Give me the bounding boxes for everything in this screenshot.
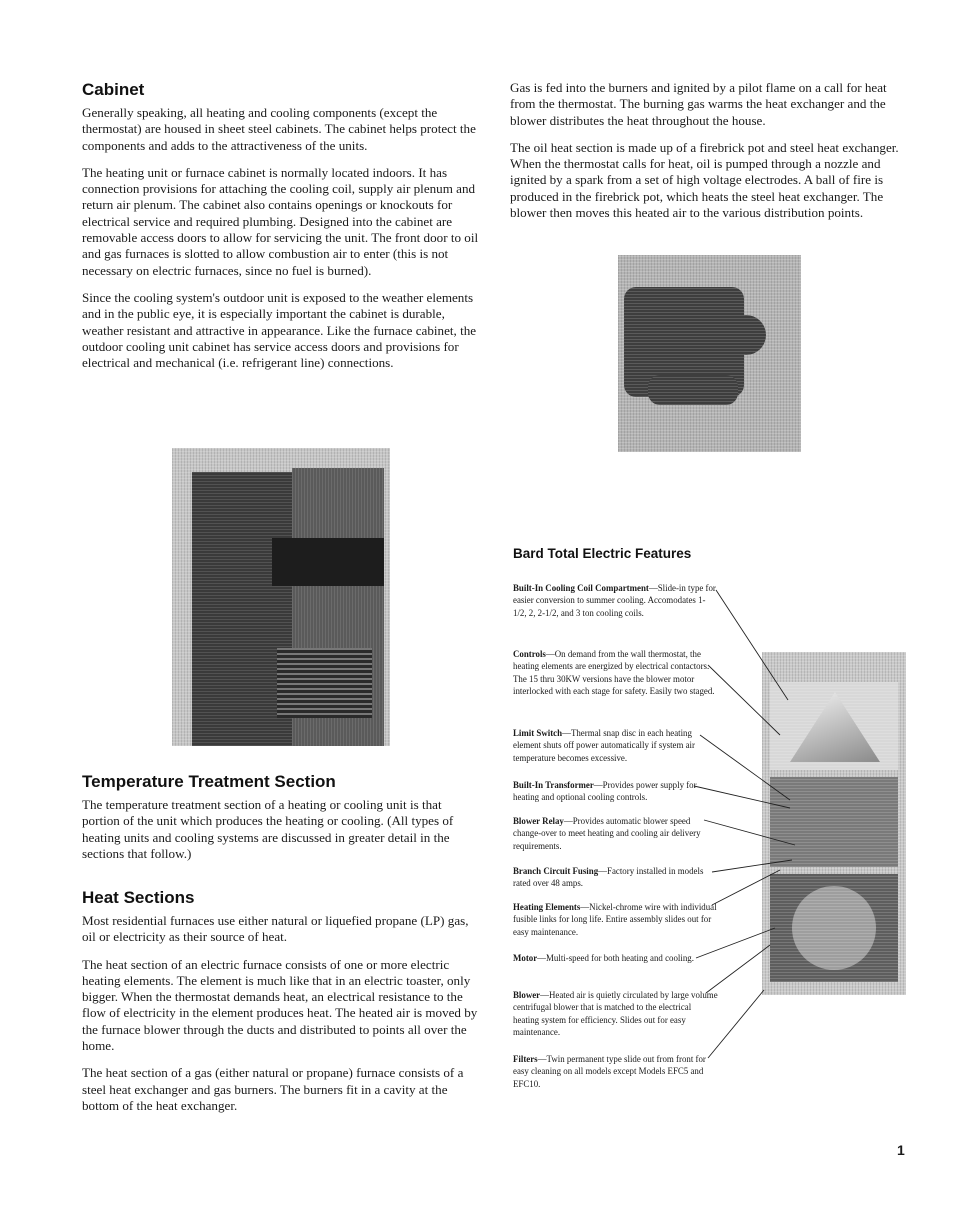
cabinet-paragraph-1: Generally speaking, all heating and cooling components (except the thermostat) are housed in sheet steel cabinets. The cabinet helps protect the components and adds to the attractiveness of the units. <box>82 105 476 153</box>
feature-heating-elements: Heating Elements—Nickel-chrome wire with individual fusible links for long life. Entire assembly slides out for easy maintenance. <box>513 902 717 937</box>
feature-transformer: Built-In Transformer—Provides power supply for heating and optional cooling controls. <box>513 780 697 803</box>
temperature-treatment-heading: Temperature Treatment Section <box>82 772 336 791</box>
page-number: 1 <box>897 1142 905 1158</box>
electric-furnace-photo <box>762 652 906 995</box>
heat-sections-paragraph-3: The heat section of a gas (either natural or propane) furnace consists of a steel heat exchanger and gas burners. The burners fit in a cavity at the bottom of the heat exchanger. <box>82 1065 464 1113</box>
temperature-treatment-paragraph: The temperature treatment section of a heating or cooling unit is that portion of the unit which produces the heating or cooling. (All types of heating units and cooling systems are discussed in greater detail in the sections that follow.) <box>82 797 454 861</box>
feature-controls: Controls—On demand from the wall thermostat, the heating elements are energized by electrical contactors. The 15 thru 30KW versions have the blower motor interlocked with each stage for safety. Easily two staged. <box>513 649 715 697</box>
heat-sections <box>82 888 482 1125</box>
feature-motor: Motor—Multi-speed for both heating and cooling. <box>513 953 694 963</box>
furnace-cabinet-photo <box>172 448 390 746</box>
features-title: Bard Total Electric Features <box>513 546 692 561</box>
gas-burner-paragraph: Gas is fed into the burners and ignited by a pilot flame on a call for heat from the thermostat. The burning gas warms the heat exchanger and the blower distributes the heat throughout the house. <box>510 80 887 128</box>
burner-photo <box>618 255 801 452</box>
feature-blower-relay: Blower Relay—Provides automatic blower speed change-over to meet heating and cooling air delivery requirements. <box>513 816 701 851</box>
oil-heat-paragraph: The oil heat section is made up of a firebrick pot and steel heat exchanger. When the thermostat calls for heat, oil is pumped through a nozzle and ignited by a spark from a set of high voltage electrodes. A ball of fire is produced in the firebrick pot, which heats the steel heat exchanger. The blower then moves this heated air to the various distribution points. <box>510 139 899 221</box>
cabinet-paragraph-3: Since the cooling system's outdoor unit is exposed to the weather elements and in the public eye, it is especially important the cabinet is durable, weather resistant and attractive in appearance. Like the furnace cabinet, the outdoor cooling unit cabinet has service access doors and provisions for electrical and mechanical (i.e. refrigerant line) connections. <box>82 289 477 371</box>
cabinet-paragraph-2: The heating unit or furnace cabinet is normally located indoors. It has connection provisions for attaching the cooling coil, supply air plenum and return air plenum. The cabinet also contains openings or knockouts for electrical service and required plumbing. Designed into the cabinet are removable access doors to allow for servicing the unit. The front door to oil and gas furnaces is slotted to allow combustion air to enter (this is not necessary on electric furnaces, since no fuel is burned). <box>82 164 479 278</box>
feature-cooling-coil: Built-In Cooling Coil Compartment—Slide-in type for easier conversion to summer cooling. Accomodates 1-1/2, 2, 2-1/2, and 3 ton cooling coils. <box>513 583 716 618</box>
heat-sections-paragraph-2: The heat section of an electric furnace consists of one or more electric heating elements. The element is much like that in an electric toaster, only bigger. When the thermostat demands heat, an electrical resistance to the flow of electricity in the element produces heat. The heated air is moved by the furnace blower through the ducts and distributed to points all over the home. <box>82 956 478 1054</box>
feature-blower: Blower—Heated air is quietly circulated by large volume centrifugal blower that is matched to the electrical heating system for efficiency. Slides out for easy maintenance. <box>513 990 718 1038</box>
feature-filters: Filters—Twin permanent type slide out from front for easy cleaning on all models except Models EFC5 and EFC10. <box>513 1054 706 1089</box>
temperature-section <box>82 772 482 873</box>
cabinet-heading: Cabinet <box>82 80 145 99</box>
heat-sections-heading: Heat Sections <box>82 888 195 907</box>
left-column <box>82 80 482 382</box>
right-column <box>510 80 905 232</box>
feature-limit-switch: Limit Switch—Thermal snap disc in each heating element shuts off power automatically if system air temperature becomes excessive. <box>513 728 695 763</box>
heat-sections-paragraph-1: Most residential furnaces use either natural or liquefied propane (LP) gas, oil or electricity as their source of heat. <box>82 913 469 945</box>
feature-circuit-fusing: Branch Circuit Fusing—Factory installed in models rated over 48 amps. <box>513 866 704 889</box>
